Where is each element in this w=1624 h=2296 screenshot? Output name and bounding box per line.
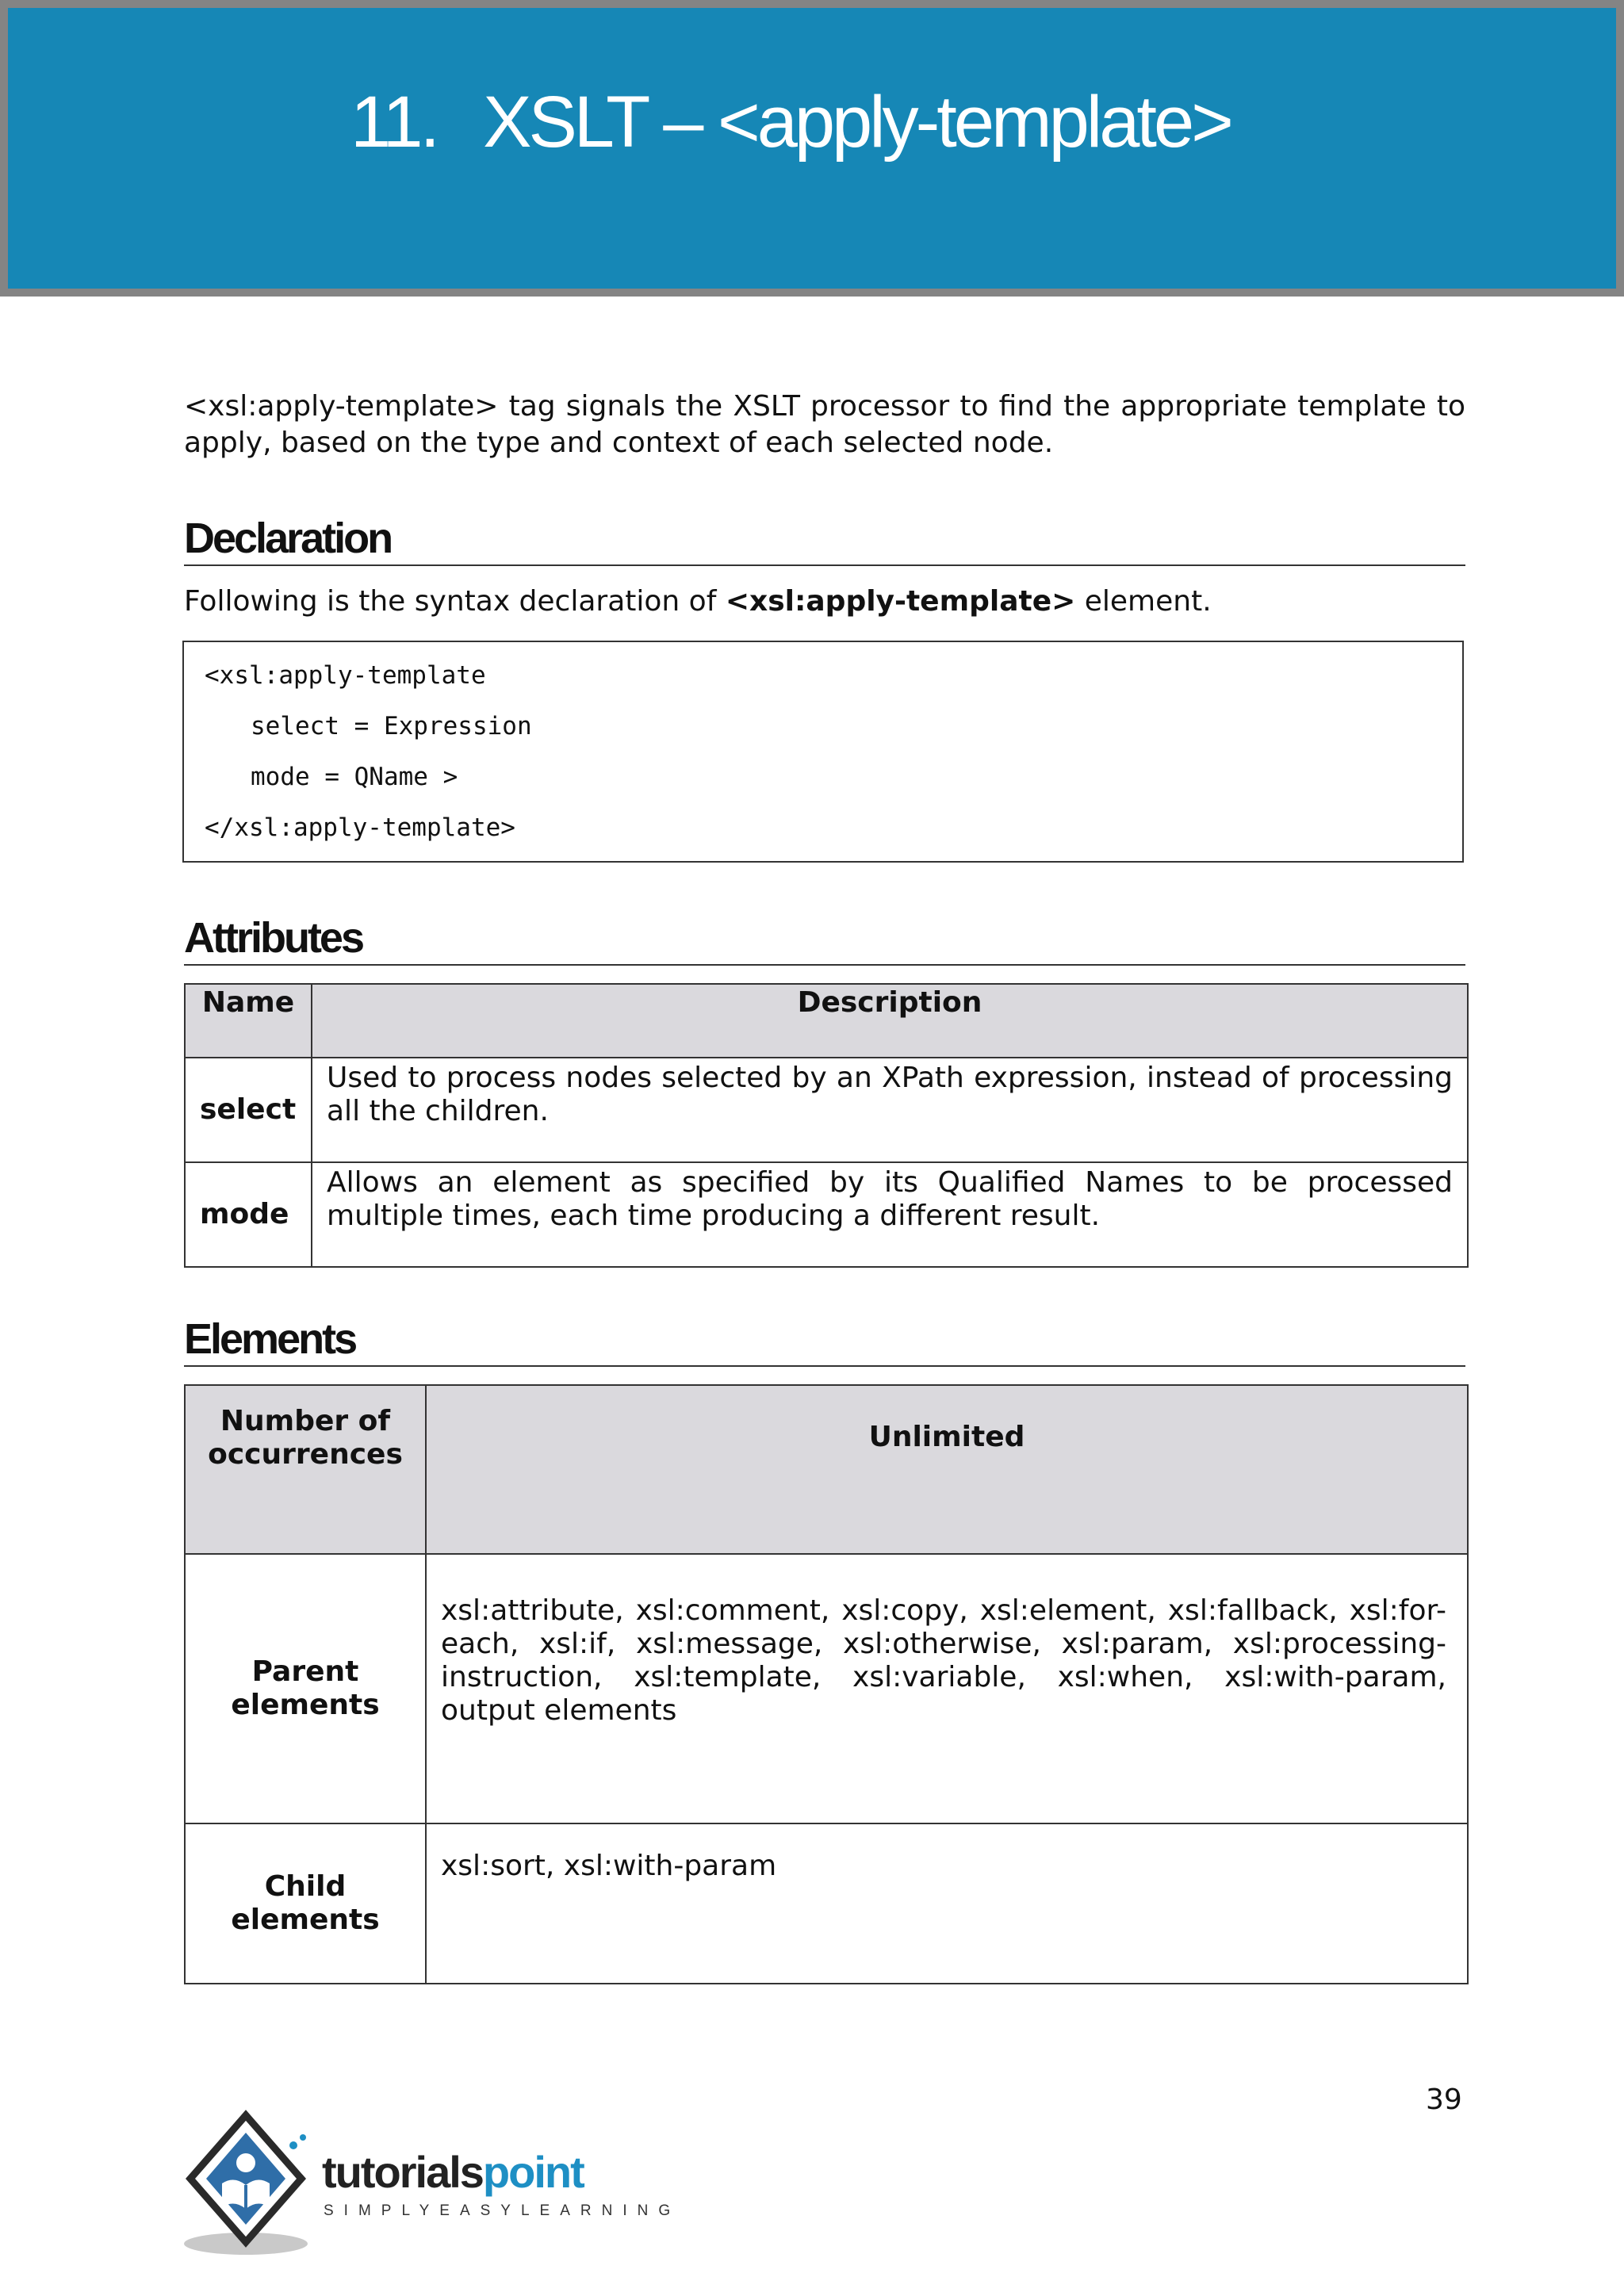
chapter-number: 11.	[350, 82, 438, 163]
chapter-banner	[0, 0, 1624, 297]
child-elements-label: Child elements	[185, 1823, 426, 1984]
attribute-name: select	[185, 1058, 312, 1162]
elements-heading: Elements	[184, 1318, 1465, 1367]
code-block	[182, 641, 1464, 863]
attributes-table	[184, 983, 1469, 1268]
table-row	[185, 1162, 1468, 1267]
column-header-name: Name	[185, 984, 312, 1058]
declaration-heading: Declaration	[184, 517, 1465, 566]
table-row	[185, 1058, 1468, 1162]
occurrences-label: Number of occurrences	[185, 1385, 426, 1554]
parent-elements-value: xsl:attribute, xsl:comment, xsl:copy, xsl:element, xsl:fallback, xsl:for-each, xsl:if, xsl:message, xsl:otherwise, xsl:param, xsl:processing-instruction, xsl:template, xsl:variable, xsl:when, xsl:with-param, output elements	[426, 1554, 1468, 1823]
code-line: <xsl:apply-template	[205, 661, 486, 690]
page-number: 39	[1426, 2084, 1462, 2116]
intro-paragraph: <xsl:apply-template> tag signals the XSLT processor to find the appropriate template to apply, based on the type and context of each selected node.	[184, 390, 1465, 459]
logo-tagline: SIMPLYEASYLEARNING	[324, 2202, 681, 2219]
logo-word-part2: point	[482, 2147, 584, 2197]
intro-section	[184, 388, 1465, 461]
logo-wordmark	[322, 2147, 584, 2197]
elements-table	[184, 1384, 1469, 1984]
chapter-title-text: XSLT – <apply-template>	[483, 82, 1231, 163]
table-row	[185, 1823, 1468, 1984]
column-header-description: Description	[312, 984, 1468, 1058]
attribute-description: Allows an element as specified by its Qualified Names to be processed multiple times, each time producing a different result.	[312, 1162, 1468, 1267]
chapter-title	[350, 82, 1231, 163]
attribute-description: Used to process nodes selected by an XPath expression, instead of processing all the children.	[312, 1058, 1468, 1162]
code-line: </xsl:apply-template>	[205, 813, 515, 842]
logo-word-part1: tutorials	[322, 2147, 483, 2197]
table-row	[185, 1554, 1468, 1823]
code-line: select = Expression	[251, 712, 532, 740]
table-header-row	[185, 1385, 1468, 1554]
tutorialspoint-logo	[181, 2109, 696, 2260]
declaration-text-before: Following is the syntax declaration of	[184, 585, 726, 618]
logo-emblem-icon	[181, 2109, 324, 2260]
declaration-text-after: element.	[1075, 585, 1212, 618]
parent-elements-label: Parent elements	[185, 1554, 426, 1823]
declaration-element-name: <xsl:apply-template>	[725, 585, 1076, 618]
occurrences-value: Unlimited	[426, 1385, 1468, 1554]
table-header-row	[185, 984, 1468, 1058]
code-line: mode = QName >	[251, 763, 458, 791]
declaration-text	[184, 584, 1212, 620]
attributes-heading: Attributes	[184, 916, 1465, 966]
child-elements-value: xsl:sort, xsl:with-param	[426, 1823, 1468, 1984]
attribute-name: mode	[185, 1162, 312, 1267]
